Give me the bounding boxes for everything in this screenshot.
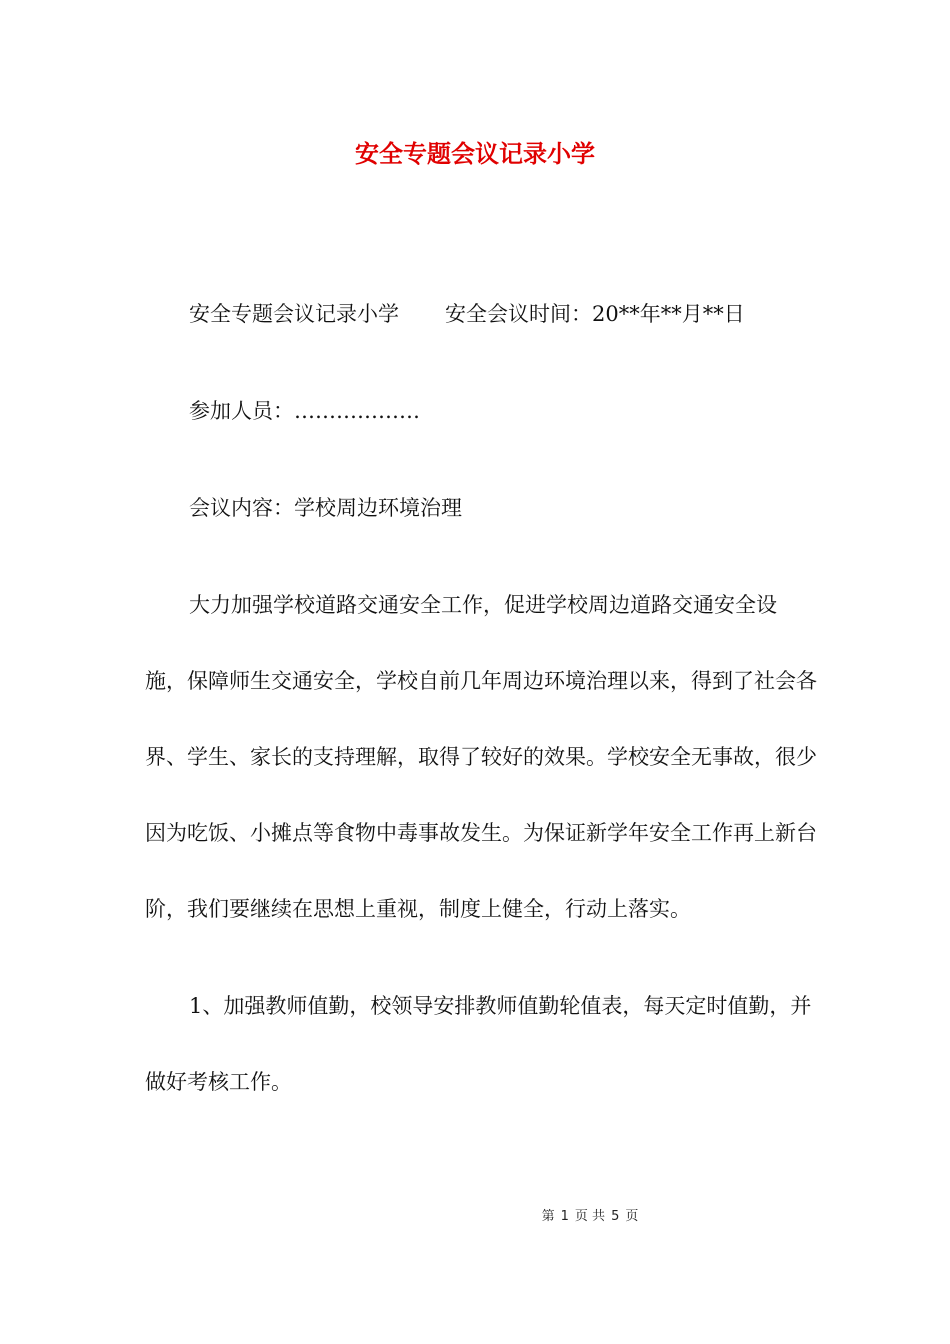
participants-paragraph: 参加人员：……………… <box>189 399 420 423</box>
document-body <box>145 276 817 1161</box>
footer-prefix: 第 <box>541 1209 555 1224</box>
footer-page-total: 5 <box>611 1209 620 1224</box>
page-footer <box>0 1207 950 1227</box>
meeting-header-paragraph <box>145 276 817 352</box>
body-paragraph-2: 1、加强教师值勤，校领导安排教师值勤轮值表，每天定时值勤，并做好考核工作。 <box>145 994 812 1094</box>
content-paragraph: 会议内容：学校周边环境治理 <box>189 496 462 520</box>
footer-suffix: 页 <box>625 1209 639 1224</box>
meeting-time: 安全会议时间：20**年**月**日 <box>445 302 745 326</box>
body-paragraph-1: 大力加强学校道路交通安全工作，促进学校周边道路交通安全设施，保障师生交通安全，学校自前几年周边环境治理以来，得到了社会各界、学生、家长的支持理解，取得了较好的效果。学校安全无事故，很少因为吃饭、小摊点等食物中毒事故发生。为保证新学年安全工作再上新台阶，我们要继续在思想上重视，制度上健全，行动上落实。 <box>145 593 817 921</box>
header-label: 安全专题会议记录小学 <box>189 302 399 326</box>
footer-page-number: 1 <box>560 1209 569 1224</box>
footer-mid: 页 共 <box>574 1209 606 1224</box>
document-title: 安全专题会议记录小学 <box>355 140 595 168</box>
